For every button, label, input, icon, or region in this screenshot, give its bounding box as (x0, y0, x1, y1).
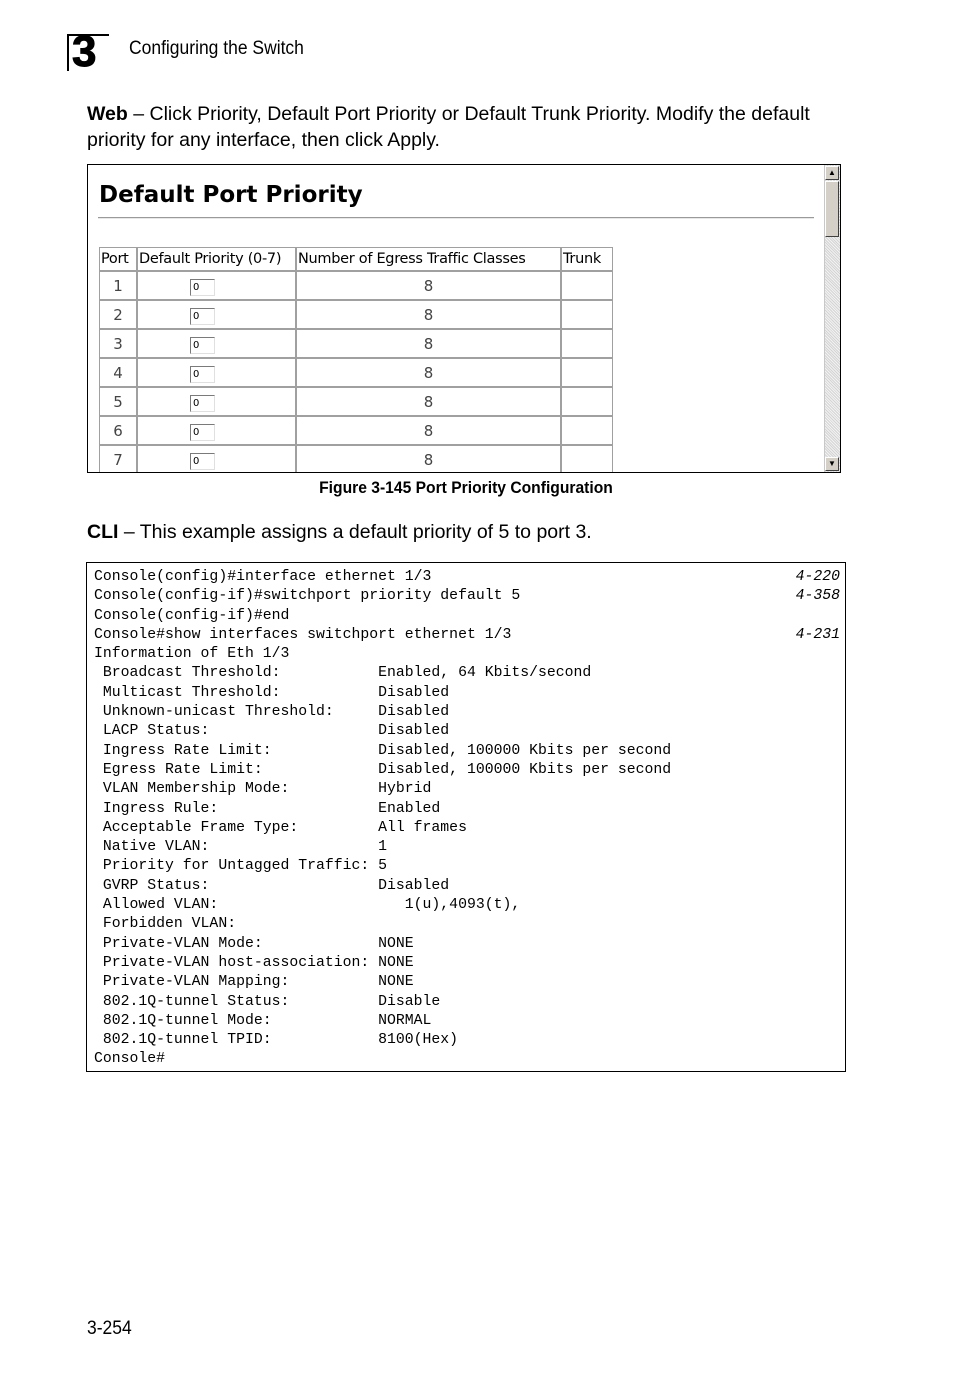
cli-command-text: GVRP Status: Disabled (94, 877, 450, 894)
cli-command-text: Console# (94, 1051, 166, 1068)
cli-line (94, 568, 840, 587)
cli-example-box (86, 562, 846, 1072)
port-priority-table (99, 247, 613, 473)
cli-command-text: Console#show interfaces switchport ethernet 1/3 (94, 626, 512, 643)
cli-command-text: Ingress Rule: Enabled (94, 800, 441, 817)
cli-line (94, 896, 840, 915)
cli-line (94, 780, 840, 799)
table-header-row (99, 247, 613, 271)
scroll-up-arrow-icon[interactable]: ▲ (825, 166, 839, 180)
priority-input[interactable] (190, 366, 215, 383)
port-cell: 3 (99, 329, 137, 358)
cli-line (94, 973, 840, 992)
table-row (99, 445, 613, 473)
table-row (99, 271, 613, 300)
column-header-trunk: Trunk (561, 247, 613, 271)
scroll-down-arrow-icon[interactable]: ▼ (825, 457, 839, 471)
priority-cell (137, 358, 296, 387)
port-cell: 2 (99, 300, 137, 329)
cli-page-reference: 4-220 (795, 569, 840, 585)
trunk-cell (561, 300, 613, 329)
table-row (99, 387, 613, 416)
cli-command-text: Private-VLAN host-association: NONE (94, 954, 414, 971)
cli-command-text: 802.1Q-tunnel Status: Disable (94, 993, 441, 1010)
trunk-cell (561, 329, 613, 358)
cli-line (94, 664, 840, 683)
cli-instructions (87, 519, 857, 545)
page-title: Default Port Priority (99, 182, 363, 208)
priority-input[interactable] (190, 337, 215, 354)
running-head: Configuring the Switch (129, 38, 304, 59)
port-cell: 6 (99, 416, 137, 445)
egress-classes-cell: 8 (296, 445, 561, 473)
cli-line (94, 1050, 840, 1069)
cli-line (94, 645, 840, 664)
egress-classes-cell: 8 (296, 387, 561, 416)
figure-caption: Figure 3-145 Port Priority Configuration (319, 478, 613, 497)
cli-line (94, 684, 840, 703)
trunk-cell (561, 387, 613, 416)
vertical-scrollbar[interactable] (824, 165, 841, 472)
cli-command-text: Unknown-unicast Threshold: Disabled (94, 704, 450, 721)
trunk-cell (561, 416, 613, 445)
egress-classes-cell: 8 (296, 271, 561, 300)
cli-page-reference: 4-231 (795, 626, 840, 643)
cli-line (94, 607, 840, 626)
trunk-cell (561, 358, 613, 387)
cli-line (94, 954, 840, 973)
cli-line (94, 1012, 840, 1031)
column-header-port: Port (99, 247, 137, 271)
priority-cell (137, 416, 296, 445)
cli-line (94, 626, 840, 645)
cli-page-reference: 4-358 (795, 588, 840, 605)
page-number: 3-254 (87, 1318, 132, 1339)
cli-command-text: Console(config)#interface ethernet 1/3 (94, 569, 432, 585)
priority-cell (137, 300, 296, 329)
cli-command-text: 802.1Q-tunnel TPID: 8100(Hex) (94, 1032, 459, 1049)
priority-cell (137, 329, 296, 358)
column-header-egress-classes: Number of Egress Traffic Classes (296, 247, 561, 271)
egress-classes-cell: 8 (296, 300, 561, 329)
priority-input[interactable] (190, 424, 215, 441)
chapter-number: 3 (72, 27, 97, 76)
web-instructions (87, 101, 857, 153)
cli-command-text: Native VLAN: 1 (94, 839, 388, 856)
title-divider (98, 217, 814, 219)
cli-command-text: Private-VLAN Mapping: NONE (94, 974, 414, 991)
cli-line (94, 722, 840, 741)
cli-command-text: Allowed VLAN: 1(u),4093(t), (94, 897, 521, 914)
cli-command-text: Ingress Rate Limit: Disabled, 100000 Kbits per second (94, 742, 672, 759)
priority-input[interactable] (190, 279, 215, 296)
cli-line (94, 761, 840, 780)
port-cell: 7 (99, 445, 137, 473)
cli-line (94, 800, 840, 819)
cli-command-text: Private-VLAN Mode: NONE (94, 935, 414, 952)
table-row (99, 358, 613, 387)
priority-cell (137, 271, 296, 300)
cli-line (94, 703, 840, 722)
cli-line (94, 819, 840, 838)
cli-label: CLI (87, 521, 119, 543)
cli-command-text: 802.1Q-tunnel Mode: NORMAL (94, 1012, 432, 1029)
cli-line (94, 1031, 840, 1050)
cli-line (94, 915, 840, 934)
cli-line (94, 857, 840, 876)
priority-cell (137, 445, 296, 473)
default-port-priority-screenshot (87, 164, 841, 473)
cli-line (94, 877, 840, 896)
cli-text: – This example assigns a default priority of 5 to port 3. (118, 521, 592, 543)
priority-input[interactable] (190, 453, 215, 470)
cli-line (94, 993, 840, 1012)
priority-input[interactable] (190, 308, 215, 325)
web-label: Web (87, 103, 128, 125)
egress-classes-cell: 8 (296, 329, 561, 358)
trunk-cell (561, 445, 613, 473)
cli-line (94, 587, 840, 606)
egress-classes-cell: 8 (296, 358, 561, 387)
cli-command-text: Priority for Untagged Traffic: 5 (94, 858, 388, 875)
cli-command-text: Information of Eth 1/3 (94, 646, 290, 663)
cli-command-text: Forbidden VLAN: (94, 916, 237, 933)
cli-command-text: Acceptable Frame Type: All frames (94, 819, 467, 836)
cli-command-text: Egress Rate Limit: Disabled, 100000 Kbits per second (94, 761, 672, 778)
web-text: – Click Priority, Default Port Priority or Default Trunk Priority. Modify the default priority for any interface, then click Apply. (87, 103, 810, 151)
priority-cell (137, 387, 296, 416)
trunk-cell (561, 271, 613, 300)
cli-command-text: VLAN Membership Mode: Hybrid (94, 781, 432, 798)
cli-command-text: Console(config-if)#switchport priority default 5 (94, 588, 521, 605)
column-header-default-priority: Default Priority (0-7) (137, 247, 296, 271)
port-cell: 5 (99, 387, 137, 416)
priority-input[interactable] (190, 395, 215, 412)
cli-line (94, 838, 840, 857)
cli-line (94, 742, 840, 761)
cli-command-text: LACP Status: Disabled (94, 723, 450, 740)
port-cell: 4 (99, 358, 137, 387)
scrollbar-thumb[interactable] (825, 181, 839, 237)
cli-output (94, 568, 840, 1070)
egress-classes-cell: 8 (296, 416, 561, 445)
cli-command-text: Console(config-if)#end (94, 607, 290, 624)
cli-command-text: Multicast Threshold: Disabled (94, 684, 450, 701)
port-cell: 1 (99, 271, 137, 300)
table-row (99, 300, 613, 329)
cli-line (94, 935, 840, 954)
table-row (99, 416, 613, 445)
table-row (99, 329, 613, 358)
cli-command-text: Broadcast Threshold: Enabled, 64 Kbits/second (94, 665, 592, 682)
